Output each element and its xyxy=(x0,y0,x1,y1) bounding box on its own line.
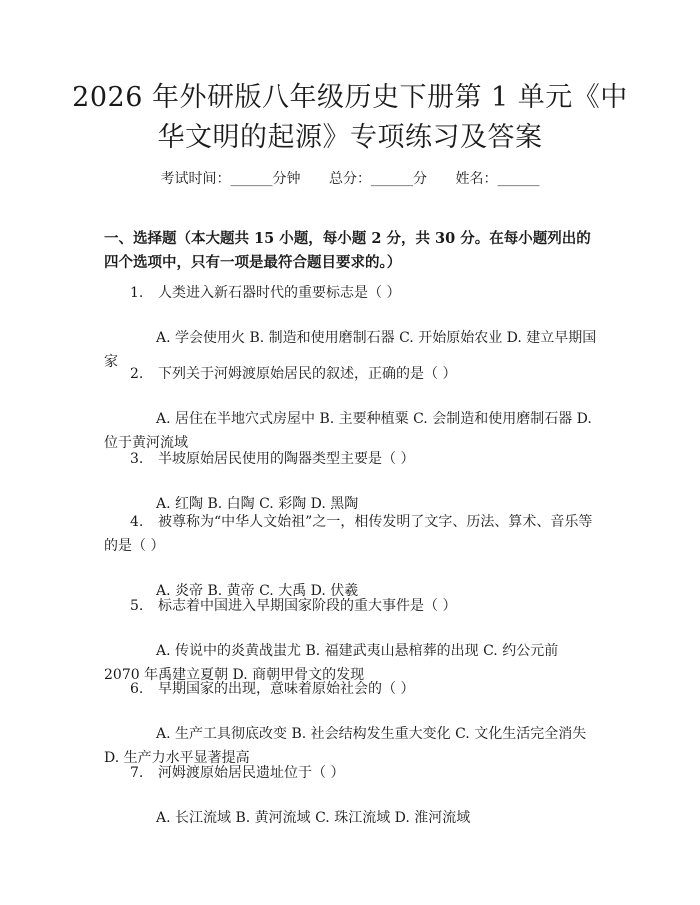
question-item xyxy=(104,510,598,603)
question-text: 下列关于河姆渡原始居民的叙述，正确的是（ ） xyxy=(158,366,457,382)
question-item xyxy=(104,594,598,687)
question-text: 河姆渡原始居民遗址位于（ ） xyxy=(158,765,345,781)
question-text: 早期国家的出现，意味着原始社会的（ ） xyxy=(158,681,415,697)
question-stem xyxy=(104,362,598,386)
question-item xyxy=(104,362,598,455)
question-options: A. 炎帝 B. 黄帝 C. 大禹 D. 伏羲 xyxy=(156,583,359,599)
question-options: A. 红陶 B. 白陶 C. 彩陶 D. 黑陶 xyxy=(156,496,359,512)
question-text: 半坡原始居民使用的陶器类型主要是（ ） xyxy=(158,451,415,467)
question-stem xyxy=(104,281,598,305)
question-number: 4. xyxy=(130,514,144,530)
question-item xyxy=(104,281,598,374)
student-name-field: 姓名：______ xyxy=(455,171,540,187)
exam-time-field: 考试时间：______分钟 xyxy=(160,171,301,187)
question-number: 3. xyxy=(130,451,144,467)
question-options: A. 学会使用火 B. 制造和使用磨制石器 C. 开始原始农业 D. 建立早期国家 xyxy=(104,330,597,370)
title-line-1: 2026 年外研版八年级历史下册第 1 单元《中 xyxy=(72,82,628,113)
question-number: 7. xyxy=(130,765,144,781)
question-options: A. 传说中的炎黄战蚩尤 B. 福建武夷山悬棺葬的出现 C. 约公元前 2070 年禹建立夏朝 D. 商朝甲骨文的发现 xyxy=(104,643,559,683)
question-item xyxy=(104,677,598,770)
exam-meta xyxy=(0,168,700,188)
question-text: 被尊称为“中华人文始祖”之一，相传发明了文字、历法、算术、音乐等的是（ ） xyxy=(104,514,593,554)
total-score-field: 总分：______分 xyxy=(329,171,427,187)
question-stem xyxy=(104,447,598,471)
question-options: A. 居住在半地穴式房屋中 B. 主要种植粟 C. 会制造和使用磨制石器 D. 位于黄河流域 xyxy=(104,411,592,451)
question-stem xyxy=(104,594,598,618)
question-options: A. 生产工具彻底改变 B. 社会结构发生重大变化 C. 文化生活完全消失 D. 生产力水平显著提高 xyxy=(104,726,587,766)
question-number: 5. xyxy=(130,598,144,614)
question-number: 1. xyxy=(130,285,144,301)
question-text: 人类进入新石器时代的重要标志是（ ） xyxy=(158,285,401,301)
question-stem xyxy=(104,677,598,701)
question-item xyxy=(104,447,598,516)
question-number: 2. xyxy=(130,366,144,382)
question-stem xyxy=(104,761,598,785)
title-line-2: 华文明的起源》专项练习及答案 xyxy=(157,122,543,153)
document-title xyxy=(70,78,630,158)
question-options: A. 长江流域 B. 黄河流域 C. 珠江流域 D. 淮河流域 xyxy=(156,810,471,826)
question-text: 标志着中国进入早期国家阶段的重大事件是（ ） xyxy=(158,598,457,614)
question-number: 6. xyxy=(130,681,144,697)
section-heading: 一、选择题（本大题共 15 小题，每小题 2 分，共 30 分。在每小题列出的四个选项中，只有一项是最符合题目要求的。） xyxy=(104,230,591,271)
question-item xyxy=(104,761,598,830)
question-stem xyxy=(104,510,598,558)
